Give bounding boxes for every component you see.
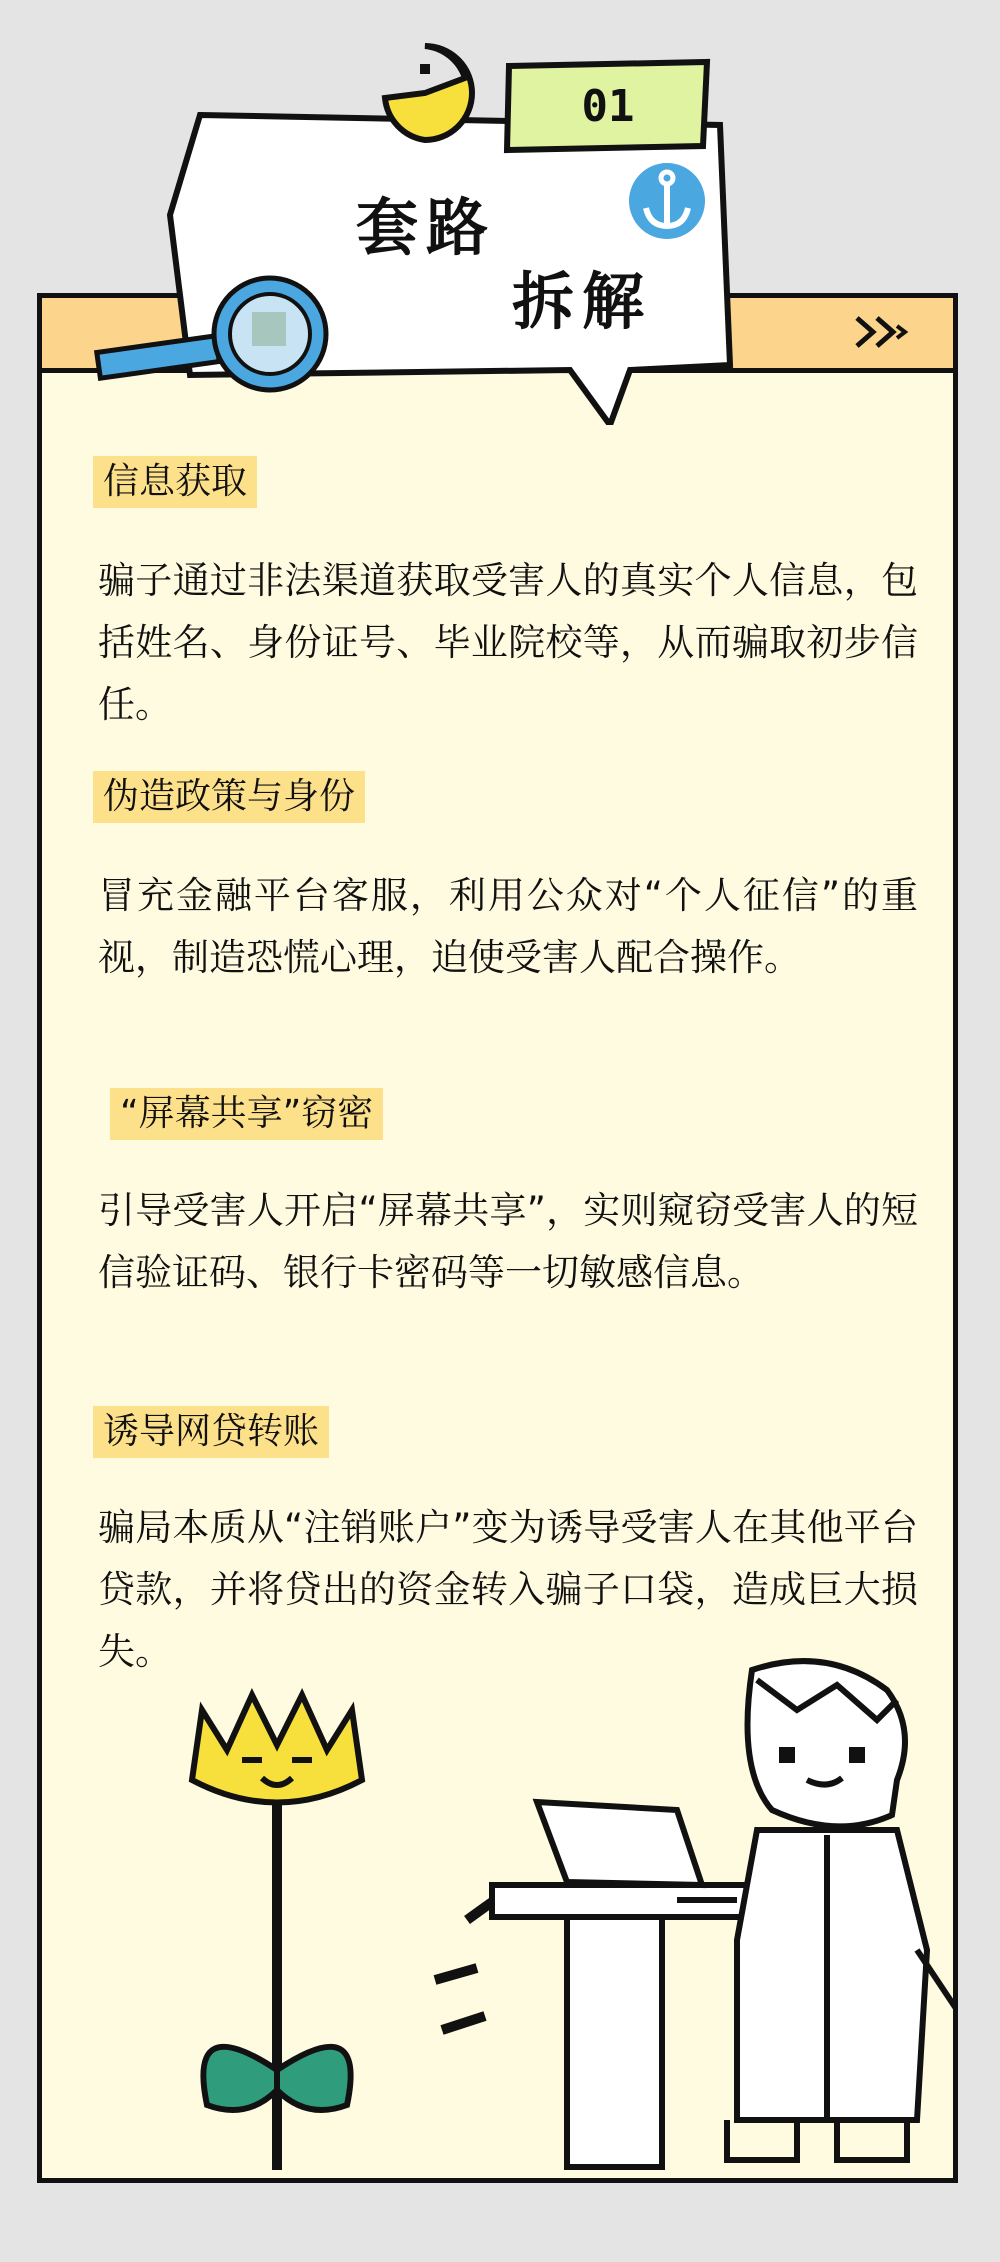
title-line-1: 套路 — [356, 191, 497, 264]
flower-illustration — [192, 1695, 362, 2170]
section-text-loan-transfer: 骗局本质从“注销账户”变为诱导受害人在其他平台贷款，并将贷出的资金转入骗子口袋，造成巨大损失。 — [98, 1506, 918, 1673]
magnifier-icon — [92, 272, 352, 407]
double-chevron-icon — [853, 312, 913, 352]
section-text-fake-policy: 冒充金融平台客服，利用公众对“个人征信”的重视，制造恐慌心理，迫使受害人配合操作。 — [98, 874, 918, 979]
badge-number: 01 — [581, 80, 635, 132]
section-text-screen-share: 引导受害人开启“屏幕共享”，实则窥窃受害人的短信验证码、银行卡密码等一切敏感信息。 — [98, 1189, 918, 1294]
section-tag-info-acquisition: 信息获取 — [93, 456, 257, 508]
motion-marks — [435, 1902, 492, 2030]
anchor-icon — [626, 160, 708, 242]
section-tag-loan-transfer: 诱导网贷转账 — [93, 1406, 329, 1458]
section-text-info-acquisition: 骗子通过非法渠道获取受害人的真实个人信息，包括姓名、身份证号、毕业院校等，从而骗取初步信任。 — [98, 559, 918, 726]
pacman-icon — [370, 38, 480, 148]
title-line-2: 拆解 — [512, 265, 653, 338]
bottom-illustration — [37, 1650, 958, 2183]
section-tag-screen-share: “屏幕共享”窃密 — [110, 1088, 383, 1140]
laptop-illustration — [537, 1802, 702, 1885]
section-tag-fake-policy: 伪造政策与身份 — [93, 771, 365, 823]
